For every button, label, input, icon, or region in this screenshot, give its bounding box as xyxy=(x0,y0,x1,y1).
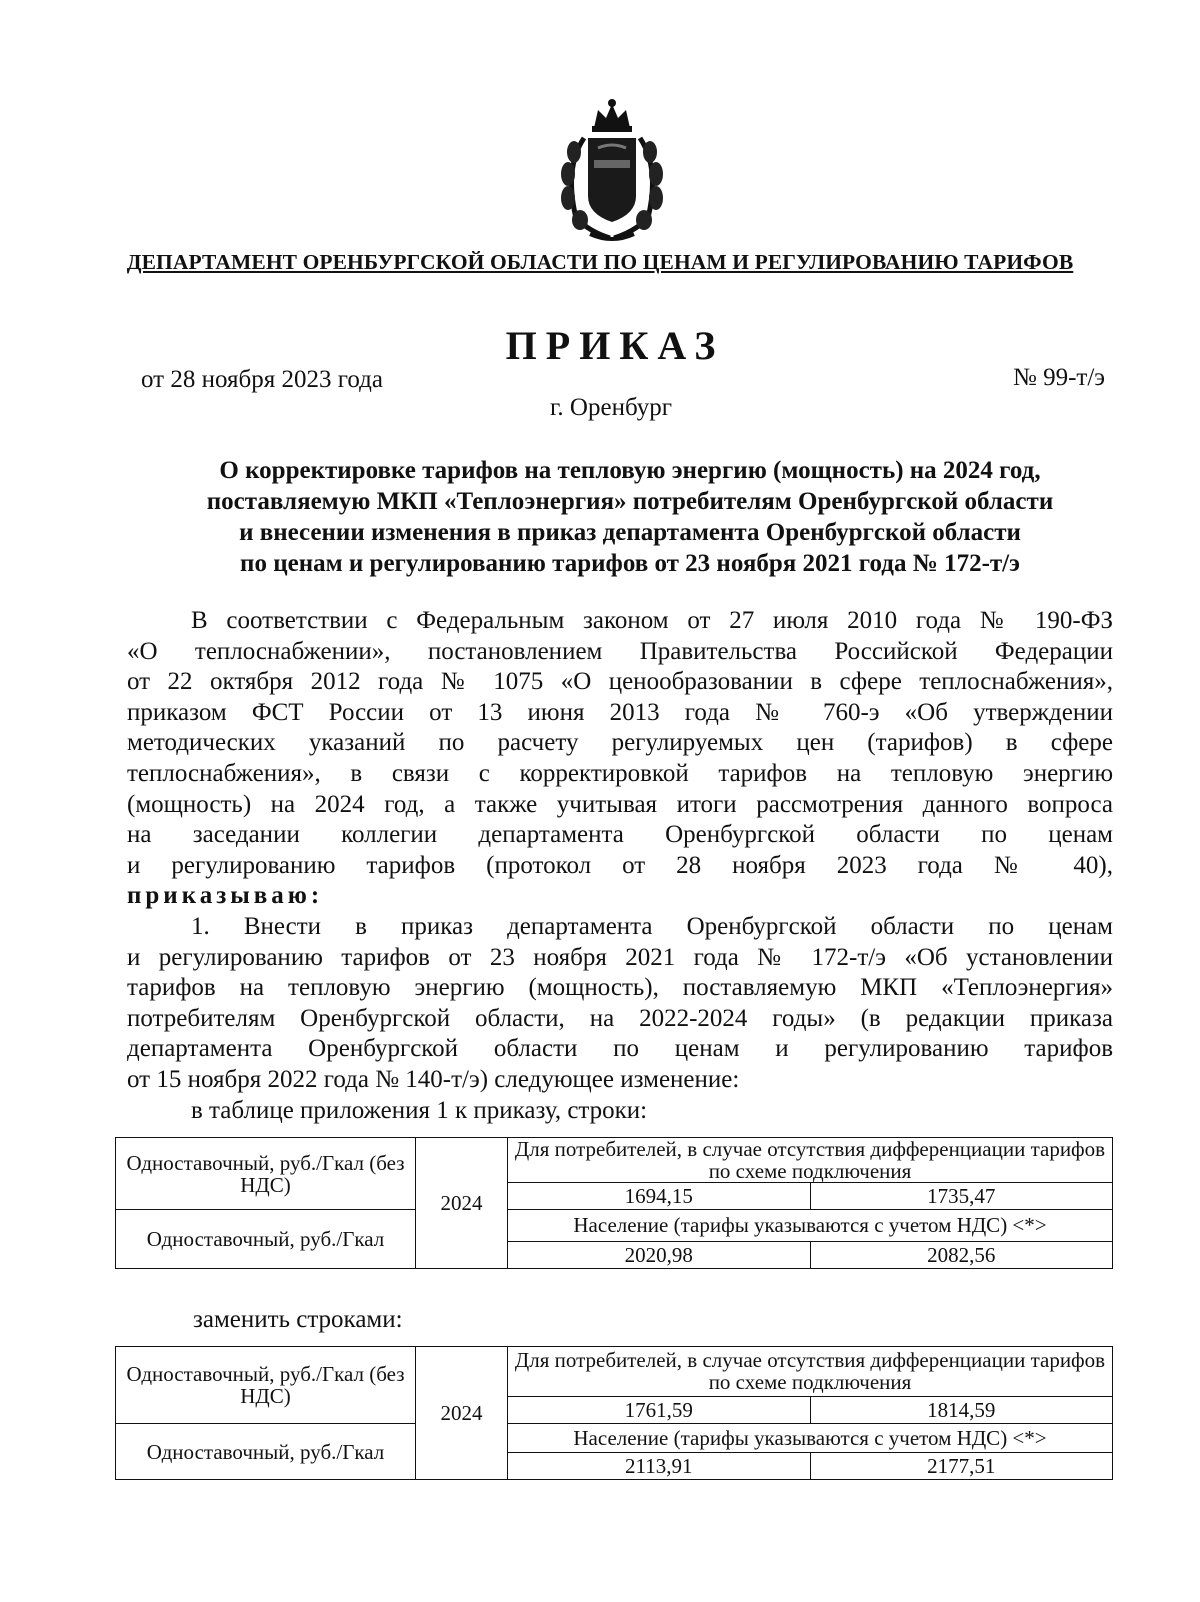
replace-intro: заменить строками: xyxy=(193,1306,403,1333)
tariff-value-cell: 2082,56 xyxy=(810,1241,1113,1268)
table-row xyxy=(116,1210,1113,1242)
item1-line: от 15 ноября 2022 года № 140-т/э) следующее изменение: xyxy=(127,1065,740,1093)
tariff-value-cell: 2177,51 xyxy=(810,1453,1113,1480)
table-row xyxy=(116,1347,1113,1397)
item1-line: тарифов на тепловую энергию (мощность), поставляемую МКП «Теплоэнергия» xyxy=(127,974,1113,1002)
tariff-value-cell: 1735,47 xyxy=(810,1183,1113,1210)
title-line: О корректировке тарифов на тепловую энергию (мощность) на 2024 год, xyxy=(219,457,1041,484)
preamble-line: от 22 октября 2012 года № 1075 «О ценообразовании в сфере теплоснабжения», xyxy=(127,668,1113,696)
tariff-label-cell: Одноставочный, руб./Гкал (без НДС) xyxy=(116,1347,416,1424)
consumer-group-header: Население (тарифы указываются с учетом НДС) <*> xyxy=(508,1210,1113,1242)
year-cell: 2024 xyxy=(416,1138,508,1269)
consumer-group-header: Для потребителей, в случае отсутствия дифференциации тарифов по схеме подключения xyxy=(508,1347,1113,1397)
preamble-line: теплоснабжения», в связи с корректировкой тарифов на тепловую энергию xyxy=(127,759,1113,787)
item1-line: департамента Оренбургской области по ценам и регулированию тарифов xyxy=(127,1035,1113,1063)
tariff-value-cell: 2113,91 xyxy=(508,1453,811,1480)
consumer-group-header: Для потребителей, в случае отсутствия дифференциации тарифов по схеме подключения xyxy=(508,1138,1113,1183)
title-line: поставляемую МКП «Теплоэнергия» потребителям Оренбургской области xyxy=(206,488,1054,515)
tariff-value-cell: 1814,59 xyxy=(810,1396,1113,1423)
preamble-line: «О теплоснабжении», постановлением Правительства Российской Федерации xyxy=(127,637,1113,665)
new-tariff-table xyxy=(115,1346,1113,1480)
tariff-label-cell: Одноставочный, руб./Гкал (без НДС) xyxy=(116,1138,416,1210)
tariff-value-cell: 2020,98 xyxy=(508,1241,811,1268)
tariff-label-cell: Одноставочный, руб./Гкал xyxy=(116,1210,416,1269)
tariff-label-cell: Одноставочный, руб./Гкал xyxy=(116,1424,416,1480)
preamble-line: В соответствии с Федеральным законом от 27 июля 2010 года № 190-ФЗ xyxy=(191,607,1113,634)
department-name: ДЕПАРТАМЕНТ ОРЕНБУРГСКОЙ ОБЛАСТИ ПО ЦЕНАМ И РЕГУЛИРОВАНИЮ ТАРИФОВ xyxy=(126,250,1074,274)
coat-of-arms-icon xyxy=(554,98,670,244)
item1-line: и регулированию тарифов от 23 ноября 2021 года № 172-т/э «Об установлении xyxy=(127,943,1113,971)
year-cell: 2024 xyxy=(416,1347,508,1480)
table-intro: в таблице приложения 1 к приказу, строки: xyxy=(191,1096,648,1124)
title-line: по ценам и регулированию тарифов от 23 ноября 2021 года № 172-т/э xyxy=(240,550,1020,577)
preamble-line: на заседании коллегии департамента Оренбургской области по ценам xyxy=(127,821,1113,849)
document-city: г. Оренбург xyxy=(550,394,672,421)
consumer-group-header: Население (тарифы указываются с учетом НДС) <*> xyxy=(508,1424,1113,1453)
preamble-line: и регулированию тарифов (протокол от 28 ноября 2023 года № 40), xyxy=(127,851,1113,879)
document-title xyxy=(120,455,1140,579)
preamble-line: (мощность) на 2024 год, а также учитывая итоги рассмотрения данного вопроса xyxy=(127,790,1113,818)
document-number: № 99-т/э xyxy=(1013,364,1106,391)
preamble-line: приказом ФСТ России от 13 июня 2013 года № 760-э «Об утверждении xyxy=(127,698,1113,726)
preamble-line: методических указаний по расчету регулируемых цен (тарифов) в сфере xyxy=(127,729,1113,757)
title-line: и внесении изменения в приказ департамента Оренбургской области xyxy=(239,519,1021,546)
tariff-value-cell: 1761,59 xyxy=(508,1396,811,1423)
document-date: от 28 ноября 2023 года xyxy=(141,366,383,393)
tariff-value-cell: 1694,15 xyxy=(508,1183,811,1210)
document-body xyxy=(127,606,1113,1126)
item1-line: 1. Внести в приказ департамента Оренбургской области по ценам xyxy=(191,912,1113,940)
table-row xyxy=(116,1424,1113,1453)
table-row xyxy=(116,1138,1113,1183)
old-tariff-table xyxy=(115,1137,1113,1269)
document-type: ПРИКАЗ xyxy=(505,323,725,368)
order-word: приказываю: xyxy=(127,882,324,910)
item1-line: потребителям Оренбургской области, на 2022-2024 годы» (в редакции приказа xyxy=(127,1004,1113,1032)
